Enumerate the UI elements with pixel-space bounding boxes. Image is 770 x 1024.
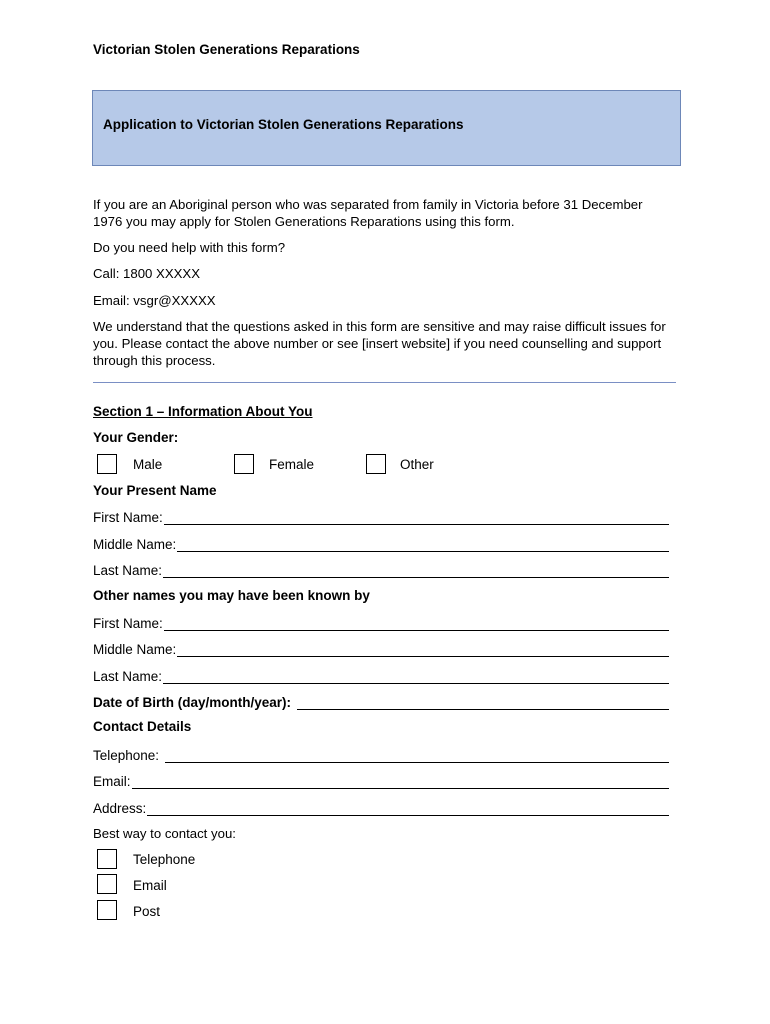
date-of-birth-field[interactable] xyxy=(93,692,669,710)
address-field[interactable] xyxy=(93,798,669,816)
present-middle-name-field[interactable] xyxy=(93,534,669,552)
other-middle-name-input[interactable] xyxy=(177,642,669,657)
other-names-label: Other names you may have been known by xyxy=(93,588,370,603)
best-way-label: Best way to contact you: xyxy=(93,826,236,841)
contact-post-checkbox[interactable] xyxy=(97,900,117,920)
present-last-name-field[interactable] xyxy=(93,560,669,578)
present-first-name-label: First Name: xyxy=(93,510,163,525)
gender-other-checkbox[interactable] xyxy=(366,454,386,474)
call-number: Call: 1800 XXXXX xyxy=(93,266,201,281)
other-first-name-label: First Name: xyxy=(93,616,163,631)
telephone-label: Telephone: xyxy=(93,748,160,763)
section-divider xyxy=(93,382,676,383)
support-text: We understand that the questions asked in this form are sensitive and may raise difficult issues for you. Please contact the above number or see [insert website] if you need counselling and support through this process. xyxy=(93,319,666,368)
date-of-birth-label: Date of Birth (day/month/year): xyxy=(93,695,292,710)
telephone-field[interactable] xyxy=(93,745,669,763)
present-last-name-input[interactable] xyxy=(163,563,669,578)
gender-male-checkbox[interactable] xyxy=(97,454,117,474)
gender-other-label: Other xyxy=(400,457,434,472)
contact-email: Email: vsgr@XXXXX xyxy=(93,293,216,308)
contact-email-label: Email xyxy=(133,878,167,893)
contact-email-checkbox[interactable] xyxy=(97,874,117,894)
contact-telephone-checkbox[interactable] xyxy=(97,849,117,869)
email-field[interactable] xyxy=(93,771,669,789)
telephone-input[interactable] xyxy=(165,748,669,763)
present-first-name-field[interactable] xyxy=(93,507,669,525)
address-input[interactable] xyxy=(147,801,669,816)
gender-label: Your Gender: xyxy=(93,430,179,445)
contact-post-label: Post xyxy=(133,904,161,919)
other-middle-name-label: Middle Name: xyxy=(93,642,177,657)
section-1-title: Section 1 – Information About You xyxy=(93,404,313,419)
gender-male-label: Male xyxy=(133,457,163,472)
email-input[interactable] xyxy=(132,774,669,789)
present-middle-name-label: Middle Name: xyxy=(93,537,177,552)
gender-female-checkbox[interactable] xyxy=(234,454,254,474)
contact-details-label: Contact Details xyxy=(93,719,192,734)
email-label: Email: xyxy=(93,774,131,789)
other-middle-name-field[interactable] xyxy=(93,639,669,657)
present-name-label: Your Present Name xyxy=(93,483,217,498)
address-label: Address: xyxy=(93,801,147,816)
present-first-name-input[interactable] xyxy=(164,510,669,525)
other-first-name-field[interactable] xyxy=(93,613,669,631)
eligibility-text: If you are an Aboriginal person who was separated from family in Victoria before 31 December 1976 you may apply for Stolen Generations Reparations using this form. xyxy=(93,197,643,229)
present-middle-name-input[interactable] xyxy=(177,537,669,552)
help-question: Do you need help with this form? xyxy=(93,240,286,255)
document-header: Victorian Stolen Generations Reparations xyxy=(93,42,360,57)
other-first-name-input[interactable] xyxy=(164,616,669,631)
contact-telephone-label: Telephone xyxy=(133,852,196,867)
other-last-name-field[interactable] xyxy=(93,666,669,684)
form-title: Application to Victorian Stolen Generations Reparations xyxy=(103,117,464,132)
present-last-name-label: Last Name: xyxy=(93,563,163,578)
title-box xyxy=(92,90,681,166)
other-last-name-label: Last Name: xyxy=(93,669,163,684)
date-of-birth-input[interactable] xyxy=(297,695,669,710)
other-last-name-input[interactable] xyxy=(163,669,669,684)
gender-female-label: Female xyxy=(269,457,315,472)
